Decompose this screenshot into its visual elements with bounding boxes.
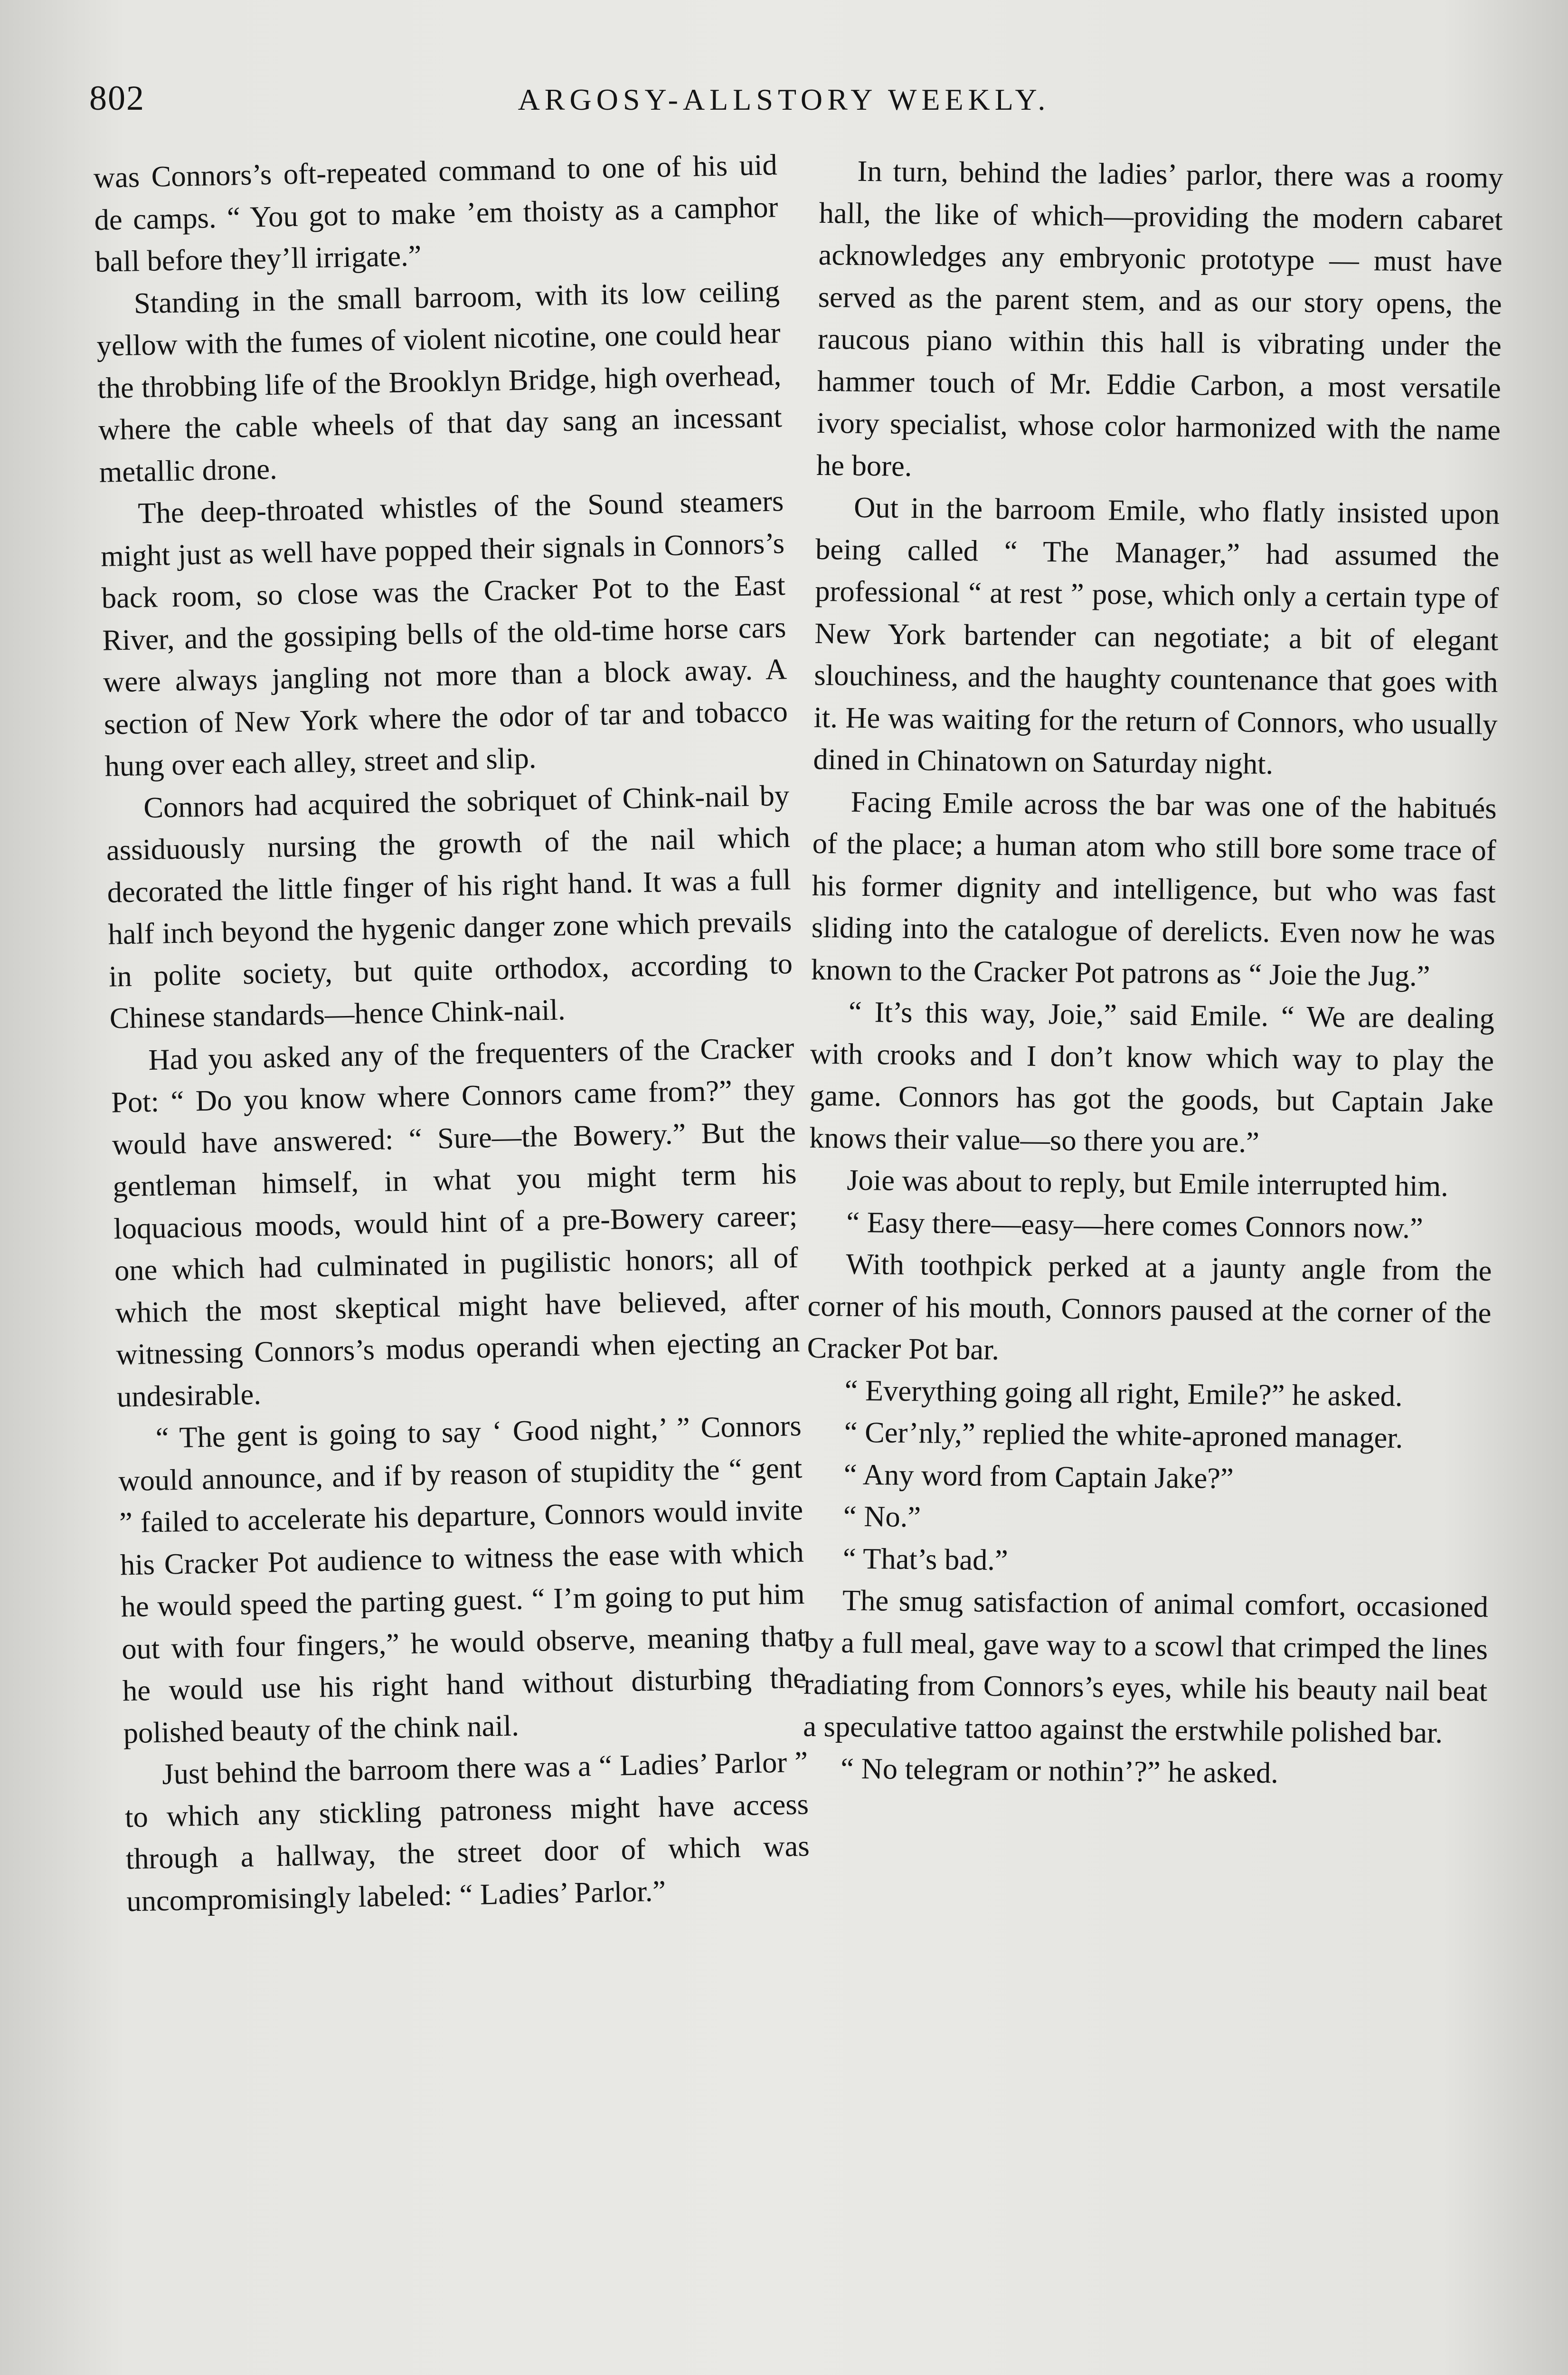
paragraph: Just behind the barroom there was a “ Ladies’ Parlor ” to which any stickling patroness might have access through a hallway, the street door of which was uncompromisingly labeled: “ Ladies’ Parlor.” xyxy=(124,1745,810,1918)
paragraph: “ Easy there—easy—here comes Connors now.” xyxy=(846,1205,1424,1244)
paragraph: Facing Emile across the bar was one of the habitués of the place; a human atom who still bore some trace of his former dignity and intelligence, but who was fast sliding into the catalogue of derelicts. Even now he was known to the Cracker Pot patrons as “ Joie the Jug.” xyxy=(811,785,1497,992)
paragraph: “ Any word from Captain Jake?” xyxy=(843,1457,1234,1495)
paragraph: Connors had acquired the sobriquet of Chink-nail by assiduously nursing the growth of the nail which decorated the little finger of his right hand. It was a full half inch beyond the hygenic danger zone which prevails in polite society, but quite orthodox, according to Chinese standards—hence Chink-nail. xyxy=(106,778,793,1035)
paragraph: “ That’s bad.” xyxy=(842,1541,1009,1577)
paragraph: With toothpick perked at a jaunty angle from the corner of his mouth, Connors paused at the corner of the Cracker Pot bar. xyxy=(807,1247,1492,1367)
paragraph: Out in the barroom Emile, who flatly insisted upon being called “ The Manager,” had assumed the professional “ at rest ” pose, which only a certain type of New York bartender can negotiate; a bit of elegant slouchiness, and the haughty countenance that goes with it. He was waiting for the return of Connors, who usually dined in Chinatown on Saturday night. xyxy=(813,490,1500,780)
paragraph: In turn, behind the ladies’ parlor, there was a roomy hall, the like of which—providing the modern cabaret acknowledges any embryonic prototype — must have served as the parent stem, and as our story opens, the raucous piano within this hall is vibrating under the hammer touch of Mr. Eddie Carbon, a most versatile ivory specialist, whose color harmonized with the name he bore. xyxy=(816,154,1503,483)
paragraph: The deep-throated whistles of the Sound steamers might just as well have popped their signals in Connors’s back room, so close was the Cracker Pot to the East River, and the gossiping bells of the old-time horse cars were always jangling not more than a block away. A section of New York where the odor of tar and tobacco hung over each alley, street and slip. xyxy=(100,484,788,783)
paragraph: The smug satisfaction of animal comfort, occasioned by a full meal, gave way to a scowl that crimped the lines radiating from Connors’s eyes, while his beauty nail beat a speculative tattoo against the erstwhile polished bar. xyxy=(803,1583,1489,1749)
paragraph: Standing in the small barroom, with its low ceiling yellow with the fumes of violent nicotine, one could hear the throbbing life of the Brooklyn Bridge, high overhead, where the cable wheels of that day sang an incessant metallic drone. xyxy=(96,274,783,489)
page-header xyxy=(85,78,1483,131)
paragraph: “ No.” xyxy=(843,1499,921,1534)
paragraph: “ Everything going all right, Emile?” he asked. xyxy=(844,1373,1403,1413)
paragraph: “ It’s this way, Joie,” said Emile. “ We are dealing with crooks and I don’t know which way to play the game. Connors has got the goods, but Captain Jake knows their value—so there you are.” xyxy=(809,995,1495,1159)
paragraph: “ No telegram or nothin’?” he asked. xyxy=(841,1751,1279,1790)
paragraph: Had you asked any of the frequenters of the Cracker Pot: “ Do you know where Connors came from?” they would have answered: “ Sure—the Bowery.” But the gentleman himself, in what you might term his loquacious moods, would hint of a pre-Bowery career; one which had culminated in pugilistic honors; all of which the most skeptical might have believed, after witnessing Connors’s modus operandi when ejecting an undesirable. xyxy=(111,1030,800,1414)
left-column xyxy=(93,143,820,2375)
running-title: ARGOSY-ALLSTORY WEEKLY. xyxy=(518,83,1050,116)
paragraph: “ The gent is going to say ‘ Good night,’ ” Connors would announce, and if by reason of stupidity the “ gent ” failed to accelerate his departure, Connors would invite his Cracker Pot audience to witness the ease with which he would speed the parting guest. “ I’m going to put him out with four fingers,” he would observe, meaning that he would use his right hand without disturbing the polished beauty of the chink nail. xyxy=(118,1408,807,1749)
right-column xyxy=(796,150,1503,2375)
paragraph: was Connors’s oft-repeated command to one of his uid de camps. “ You got to make ’em thoisty as a camphor ball before they’ll irrigate.” xyxy=(93,148,778,278)
paragraph: “ Cer’nly,” replied the white-aproned manager. xyxy=(844,1415,1403,1454)
paragraph: Joie was about to reply, but Emile interrupted him. xyxy=(847,1163,1449,1203)
text-columns xyxy=(93,148,1503,2375)
page-number: 802 xyxy=(89,79,145,118)
